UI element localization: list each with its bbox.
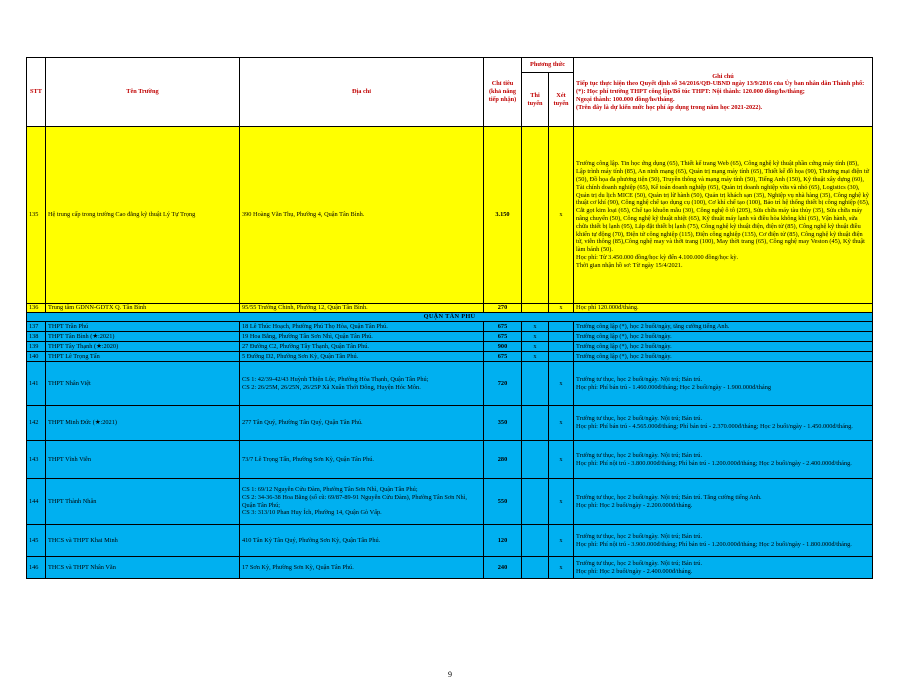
row-stt: 135 bbox=[27, 127, 46, 304]
row-note-fee: Học phí: Phí nội trú - 3.800.000đ/tháng; Phí bán trú - 1.200.000đ/tháng; Học 2 buổi/ngày - 2.400.000đ/tháng. bbox=[576, 459, 852, 467]
row-review: x bbox=[549, 304, 574, 313]
row-school: THPT Tây Thạnh (★:2020) bbox=[46, 342, 240, 352]
row-address-line: CS 1: 69/12 Nguyễn Cửu Đàm, Phường Tân Sơn Nhì, Quận Tân Phú; bbox=[242, 485, 418, 493]
row-address-line: CS 1: 42/39-42/43 Huỳnh Thiện Lộc, Phường Hòa Thạnh, Quận Tân Phú; bbox=[242, 375, 429, 383]
admission-table bbox=[26, 57, 873, 579]
header-address: Địa chỉ bbox=[240, 58, 484, 127]
row-school: THPT Trần Phú bbox=[46, 322, 240, 332]
row-address: 410 Tân Kỳ Tân Quý, Phường Sơn Kỳ, Quận Tân Phú. bbox=[240, 525, 484, 557]
row-school: THPT Lê Trọng Tấn bbox=[46, 352, 240, 362]
row-review bbox=[549, 352, 574, 362]
row-note-fee: Học phí: Phí bán trú - 4.565.000đ/tháng; Phí bán trú - 2.370.000đ/tháng; Học 2 buổi/ngày - 1.450.000đ/tháng. bbox=[576, 423, 853, 430]
table-row bbox=[27, 557, 873, 579]
row-exam bbox=[522, 406, 549, 441]
row-stt: 136 bbox=[27, 304, 46, 313]
row-review: x bbox=[549, 479, 574, 525]
row-address-line: CS 3: 313/10 Phan Huy Ích, Phường 14, Quận Gò Vấp. bbox=[242, 509, 382, 517]
row-review bbox=[549, 322, 574, 332]
row-review bbox=[549, 332, 574, 342]
row-quota: 900 bbox=[484, 342, 522, 352]
table-row bbox=[27, 304, 873, 313]
row-address bbox=[240, 479, 484, 525]
row-note bbox=[574, 127, 873, 304]
table-row bbox=[27, 362, 873, 406]
row-review: x bbox=[549, 441, 574, 479]
row-exam: x bbox=[522, 352, 549, 362]
row-quota: 675 bbox=[484, 332, 522, 342]
header-review: Xét tuyển bbox=[549, 73, 574, 127]
row-note-text: Trường tư thục, học 2 buổi/ngày. Nội trú; Bán trú. bbox=[576, 375, 703, 383]
row-note bbox=[574, 406, 873, 441]
district-row bbox=[27, 313, 873, 322]
row-stt: 143 bbox=[27, 441, 46, 479]
row-address: 95/55 Trường Chinh, Phường 12, Quận Tân Bình. bbox=[240, 304, 484, 313]
header-method: Phương thức bbox=[522, 58, 574, 73]
row-exam: x bbox=[522, 322, 549, 332]
row-quota: 550 bbox=[484, 479, 522, 525]
row-review: x bbox=[549, 406, 574, 441]
row-note-fee: Học phí: Phí bán trú - 1.460.000đ/tháng; Học 2 buổi/ngày - 1.900.000đ/tháng bbox=[576, 383, 772, 391]
row-note-text: Trường tư thục, học 2 buổi/ngày. Nội trú; Bán trú. bbox=[576, 532, 703, 540]
table-row bbox=[27, 525, 873, 557]
row-note-text: Trường tư thục, học 2 buổi/ngày. Nội trú; Bán trú. bbox=[576, 559, 703, 567]
row-quota: 120 bbox=[484, 525, 522, 557]
row-review: x bbox=[549, 557, 574, 579]
row-review: x bbox=[549, 362, 574, 406]
row-note: Trường công lập (*), học 2 buổi/ngày. bbox=[574, 332, 873, 342]
row-note-fee: Học phí: Phí nội trú - 3.900.000đ/tháng; Phí bán trú - 1.200.000đ/tháng; Học 2 buổi/ngày - 1.800.000đ/tháng. bbox=[576, 540, 852, 548]
row-exam bbox=[522, 557, 549, 579]
row-school: THPT Nhân Việt bbox=[46, 362, 240, 406]
row-stt: 144 bbox=[27, 479, 46, 525]
row-note: Trường công lập (*), học 2 buổi/ngày. bbox=[574, 342, 873, 352]
table-header-row-1 bbox=[27, 58, 873, 73]
header-exam: Thi tuyển bbox=[522, 73, 549, 127]
header-note-line-3: Ngoại thành: 100.000 đồng/hs/tháng. bbox=[576, 95, 675, 103]
row-exam bbox=[522, 362, 549, 406]
table-row bbox=[27, 352, 873, 362]
row-quota: 675 bbox=[484, 352, 522, 362]
row-quota: 3.150 bbox=[484, 127, 522, 304]
row-exam: x bbox=[522, 342, 549, 352]
row-address-line: CS 2: 34-36-38 Hoa Bằng (số cũ: 69/87-89-91 Nguyễn Cửu Đàm), Phường Tân Sơn Nhì, Quận Tân Phú; bbox=[242, 493, 467, 509]
row-exam bbox=[522, 304, 549, 313]
row-review: x bbox=[549, 525, 574, 557]
row-note: Học phí 120.000đ/tháng. bbox=[574, 304, 873, 313]
row-quota: 675 bbox=[484, 322, 522, 332]
page-number: 9 bbox=[448, 670, 452, 679]
row-note bbox=[574, 557, 873, 579]
header-note-line-4: (Trên đây là dự kiến mức học phí áp dụng trong năm học 2021-2022). bbox=[576, 103, 763, 111]
header-stt: STT bbox=[27, 58, 46, 127]
row-exam bbox=[522, 441, 549, 479]
row-address: 27 Đường C2, Phường Tây Thạnh, Quận Tân Phú. bbox=[240, 342, 484, 352]
row-note bbox=[574, 479, 873, 525]
row-exam: x bbox=[522, 332, 549, 342]
row-school: Trung tâm GDNN-GDTX Q. Tân Bình bbox=[46, 304, 240, 313]
table-row bbox=[27, 332, 873, 342]
row-address-line: CS 2: 26/25M, 26/25N, 26/25P Xã Xuân Thới Đông, Huyện Hóc Môn. bbox=[242, 383, 421, 391]
row-stt: 137 bbox=[27, 322, 46, 332]
row-school: THPT Thành Nhân bbox=[46, 479, 240, 525]
row-note: Trường công lập (*), học 2 buổi/ngày, tăng cường tiếng Anh. bbox=[574, 322, 873, 332]
row-quota: 350 bbox=[484, 406, 522, 441]
row-address: 18 Lê Thúc Hoạch, Phường Phú Thọ Hòa, Quận Tân Phú. bbox=[240, 322, 484, 332]
row-address: 17 Sơn Kỳ, Phường Sơn Kỳ, Quận Tân Phú. bbox=[240, 557, 484, 579]
row-stt: 141 bbox=[27, 362, 46, 406]
row-exam bbox=[522, 479, 549, 525]
row-exam bbox=[522, 525, 549, 557]
row-note bbox=[574, 362, 873, 406]
row-address bbox=[240, 362, 484, 406]
row-quota: 240 bbox=[484, 557, 522, 579]
row-note-text: Trường công lập. Tin học ứng dụng (65), Thiết kế trang Web (65), Công nghệ kỹ thuật phần cứng máy tính (85), Lập trình máy tính (85), An ninh mạng (65), Quản trị mạng máy tính (65), Thiết kế đồ họa (90), Thương mại điện tử (50), Đồ họa đa phương tiện (50), Truyền thông và mạng máy tính (50), Tiếng Anh (150), Kỹ thuật xây dựng (60), Tài chính doanh nghiệp (65), Kế toán doanh nghiệp (65), Quản trị doanh nghiệp vừa và nhỏ (65), Logistics (30), Quản trị du lịch MICE (50), Quản trị lữ hành (50), Quản trị khách sạn (35), Nghiệp vụ nhà hàng (35), Công nghệ kỹ thuật cơ khí (90), Công nghệ chế tạo dụng cụ (100), Cơ khí chế tạo (100), Bảo trì hệ thống thiết bị công nghiệp (65), Cắt gọt kim loại (65), Chế tạo khuôn mẫu (30), Công nghệ ô tô (205), Sửa chữa máy tàu thủy (35), Sửa chữa máy nâng chuyển (50), Công nghệ kỹ thuật nhiệt (65), Kỹ thuật máy lạnh và điều hòa không khí (65), Vận hành, sửa chữa thiết bị lạnh (95), Lắp đặt thiết bị lạnh (75), Công nghệ kỹ thuật điện, điện tử (85), Công nghệ kỹ thuật điều khiển tự động (70), Điện tử công nghiệp (115), Điện công nghiệp (135), Cơ điện tử (85), Công nghệ kỹ thuật điện tử, viễn thông (85),Công nghệ may và thời trang (100), May thời trang (65), Công nghệ may Veston (45), Kỹ thuật làm bánh (50). bbox=[576, 160, 870, 254]
row-exam bbox=[522, 127, 549, 304]
row-note-text: Trường tư thục, học 2 buổi/ngày. Nội trú; Bán trú. bbox=[576, 451, 703, 459]
table-row bbox=[27, 479, 873, 525]
row-stt: 146 bbox=[27, 557, 46, 579]
header-quota: Chỉ tiêu (khả năng tiếp nhận) bbox=[484, 58, 522, 127]
row-stt: 145 bbox=[27, 525, 46, 557]
row-note-text: Trường tư thục, học 2 buổi/ngày. Nội trú; Bán trú. Tăng cường tiếng Anh. bbox=[576, 493, 762, 501]
row-stt: 140 bbox=[27, 352, 46, 362]
row-address: 73/7 Lê Trọng Tấn, Phường Sơn Kỳ, Quận Tân Phú. bbox=[240, 441, 484, 479]
header-school: Tên Trường bbox=[46, 58, 240, 127]
row-school: THPT Minh Đức (★:2021) bbox=[46, 406, 240, 441]
row-address: 5 Đường D2, Phường Sơn Kỳ, Quận Tân Phú. bbox=[240, 352, 484, 362]
row-note-deadline: Thời gian nhận hồ sơ: Từ ngày 15/4/2021. bbox=[576, 261, 683, 269]
district-title: QUẬN TÂN PHÚ bbox=[27, 313, 873, 322]
row-quota: 270 bbox=[484, 304, 522, 313]
row-review bbox=[549, 342, 574, 352]
table-row bbox=[27, 406, 873, 441]
row-address: 390 Hoàng Văn Thụ, Phường 4, Quận Tân Bình. bbox=[240, 127, 484, 304]
row-note-fee: Học phí: Học 2 buổi/ngày - 2.400.000đ/tháng. bbox=[576, 567, 693, 575]
row-note bbox=[574, 525, 873, 557]
header-note-line-2: (*): Học phí trường THPT công lập/Bổ túc THPT: Nội thành: 120.000 đồng/hs/tháng; bbox=[576, 88, 805, 96]
row-note bbox=[574, 441, 873, 479]
table-row bbox=[27, 342, 873, 352]
row-note-fee: Học phí: Từ 3.450.000 đồng/học kỳ đến 4.100.000 đồng/học kỳ. bbox=[576, 253, 739, 261]
row-school: Hệ trung cấp trong trường Cao đẳng kỹ thuật Lý Tự Trọng bbox=[46, 127, 240, 304]
row-quota: 720 bbox=[484, 362, 522, 406]
row-address: 277 Tân Quý, Phường Tân Quý, Quận Tân Phú. bbox=[240, 406, 484, 441]
row-stt: 139 bbox=[27, 342, 46, 352]
row-review: x bbox=[549, 127, 574, 304]
row-address: 19 Hoa Bằng, Phường Tân Sơn Nhì, Quận Tân Phú. bbox=[240, 332, 484, 342]
header-note-title: Ghi chú bbox=[712, 72, 734, 80]
row-quota: 280 bbox=[484, 441, 522, 479]
table-row bbox=[27, 127, 873, 304]
table-row bbox=[27, 441, 873, 479]
row-stt: 142 bbox=[27, 406, 46, 441]
row-note-text: Trường tư thục, học 2 buổi/ngày. Nội trú; Bán trú. bbox=[576, 415, 703, 423]
row-school: THPT Tân Bình (★:2021) bbox=[46, 332, 240, 342]
row-stt: 138 bbox=[27, 332, 46, 342]
row-note: Trường công lập (*), học 2 buổi/ngày. bbox=[574, 352, 873, 362]
header-note bbox=[574, 58, 873, 127]
table-row bbox=[27, 322, 873, 332]
header-note-line-1: Tiếp tục thực hiện theo Quyết định số 34/2016/QĐ-UBND ngày 13/9/2016 của Ủy ban nhân dân Thành phố: bbox=[576, 80, 865, 88]
row-note-fee: Học phí: Học 2 buổi/ngày - 2.200.000đ/tháng. bbox=[576, 501, 693, 509]
row-school: THCS và THPT Nhân Văn bbox=[46, 557, 240, 579]
row-school: THPT Vĩnh Viễn bbox=[46, 441, 240, 479]
row-school: THCS và THPT Khai Minh bbox=[46, 525, 240, 557]
